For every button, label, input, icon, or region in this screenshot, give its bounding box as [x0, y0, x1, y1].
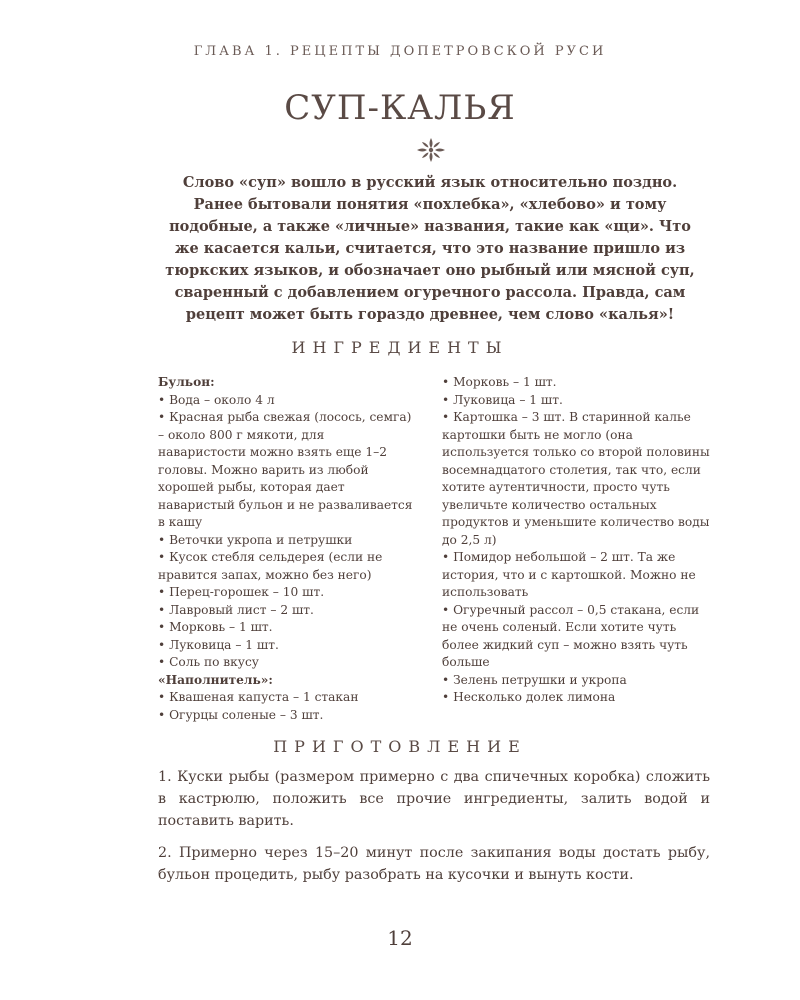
preparation-heading: ПРИГОТОВЛЕНИЕ [273, 737, 527, 756]
preparation-step: 1. Куски рыбы (размером примерно с два спичечных коробка) сложить в кастрюлю, положить все прочие ингредиенты, залить водой и поставить варить. [158, 769, 710, 829]
ingredient-item: • Луковица – 1 шт. [442, 392, 563, 407]
ingredient-item: • Квашеная капуста – 1 стакан [158, 690, 359, 704]
intro-paragraph: Слово «суп» вошло в русский язык относительно поздно. Ранее бытовали понятия «похлебка», «хлебово» и тому подобные, а также «личные» названия, такие как «щи». Что же касается кальи, считается, что это название пришло из тюркских языков, и обозначает оно рыбный или мясной суп, сваренный с добавлением огуречного рассола. Правда, сам рецепт может быть гораздо древнее, чем слово «калья»! [165, 174, 695, 323]
ingredient-item: • Лавровый лист – 2 шт. [158, 602, 314, 617]
ingredient-item: • Огуречный рассол – 0,5 стакана, если не очень соленый. Если хотите чуть более жидкий суп – можно взять чуть больше [442, 602, 700, 669]
preparation-step: 2. Примерно через 15–20 минут после закипания воды достать рыбу, бульон процедить, рыбу разобрать на кусочки и вынуть кости. [158, 845, 710, 883]
ingredient-item: • Кусок стебля сельдерея (если не нравится запах, можно без него) [158, 550, 383, 582]
ingredient-item: • Зелень петрушки и укропа [442, 672, 627, 687]
ingredients-heading: ИНГРЕДИЕНТЫ [291, 338, 509, 357]
ingredient-item: • Перец-горошек – 10 шт. [158, 585, 325, 599]
ingredient-item: • Морковь – 1 шт. [158, 620, 273, 634]
ingredient-item: • Соль по вкусу [158, 655, 259, 669]
ingredient-subheading: «Наполнитель»: [158, 672, 273, 687]
floral-ornament-icon [416, 137, 446, 163]
ingredient-item: • Красная рыба свежая (лосось, семга) – около 800 г мякоти, для наваристости можно взять еще 1–2 головы. Можно варить из любой хорошей рыбы, которая дает наваристый бульон и не разваливается в кашу [158, 410, 413, 529]
ingredient-item: • Морковь – 1 шт. [442, 375, 557, 389]
ingredient-item: • Картошка – 3 шт. В старинной калье картошки быть не могло (она используется только со второй половины восемнадцатого столетия, так что, если хотите аутентичности, просто чуть увеличьте количество остальных продуктов и уменьшите количество воды до 2,5 л) [442, 410, 710, 547]
page-number: 12 [387, 926, 413, 950]
ingredient-item: • Несколько долек лимона [442, 690, 616, 704]
ingredients-right-column [442, 374, 714, 707]
ingredient-item: • Веточки укропа и петрушки [158, 532, 353, 547]
ingredient-item: • Помидор небольшой – 2 шт. Та же история, что и с картошкой. Можно не использовать [442, 550, 696, 599]
preparation-steps [158, 766, 710, 896]
ingredient-item: • Луковица – 1 шт. [158, 637, 279, 652]
ingredient-subheading: Бульон: [158, 375, 215, 389]
ingredient-item: • Огурцы соленые – 3 шт. [158, 707, 324, 722]
recipe-title: СУП-КАЛЬЯ [284, 88, 516, 128]
ingredients-left-column [158, 374, 414, 724]
chapter-header: ГЛАВА 1. РЕЦЕПТЫ ДОПЕТРОВСКОЙ РУСИ [193, 44, 607, 59]
ingredient-item: • Вода – около 4 л [158, 392, 275, 407]
